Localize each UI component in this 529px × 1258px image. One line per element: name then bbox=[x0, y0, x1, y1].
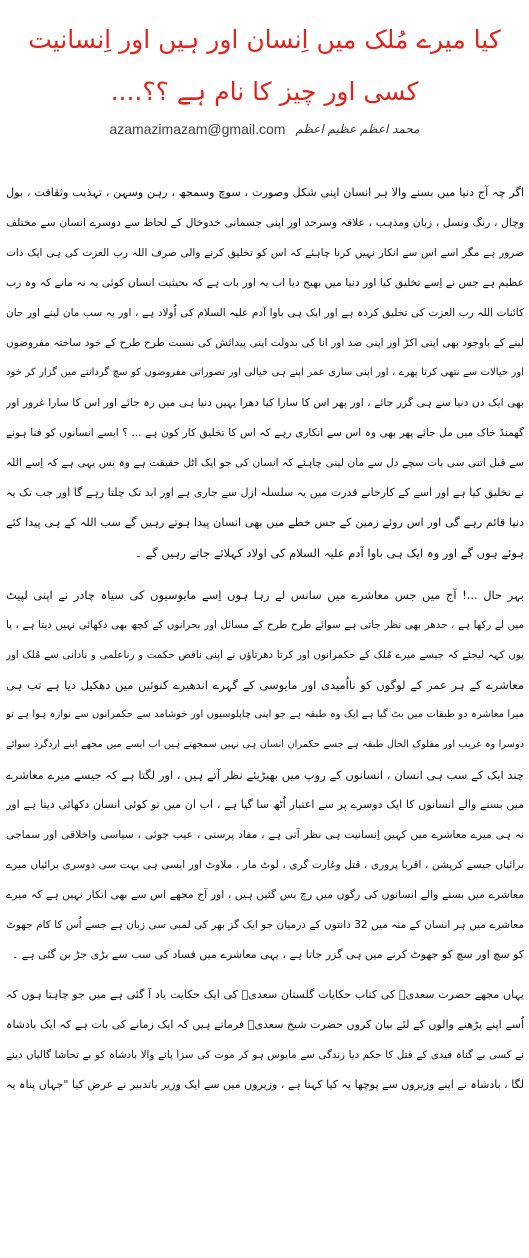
text-line: برائیاں جیسے کرپشن ، اقربا پروری ، قتل وغارت گری ، لوٹ مار ، ملاوٹ اور ایسی ہی بہت سی دوسری برائیاں میرے bbox=[6, 859, 524, 871]
text-line: سے قبل اتنی سی بات سچے دل سے مان لینی چاہئے کہ انسان کی جو ایک اٹل حقیقت ہے وہ بس یہی ہے کہ اِسے اللہ bbox=[6, 457, 524, 469]
text-line: معاشرے میں بسنے والے انسانوں کی رگوں میں رچ بس گئیں ہیں ، اور آج مجھے اس سے بھی انکار نہیں ہے کہ میرے bbox=[6, 888, 524, 901]
text-line: میں بسنے والے انسانوں کا ایک دوسرے پر سے اعتبار اُٹھ سا گیا ہے ، اب ان میں تو کوئی انسان دکھائی دیتا ہے اور bbox=[6, 798, 524, 811]
text-line: نہ ہی میرے معاشرے میں کہیں اِنسانیت ہی نظر آتی ہے ، مفاد پرستی ، عیب جوئی ، سیاسی واخلاقی اور سماجی bbox=[6, 828, 524, 841]
author-email[interactable]: azamazimazam@gmail.com bbox=[109, 121, 286, 137]
text-line: یہاں مجھے حضرت سعدیؒ کی کتاب حکایات گلستان سعدیؒ کی ایک حکایت یاد آ گئی ہے میں جو چاہتا ہوں کہ bbox=[6, 988, 524, 1001]
paragraph-spacer bbox=[6, 970, 524, 980]
article-title: کیا میرے مُلک میں اِنسان اور ہیں اور اِنسانیت کسی اور چیز کا نام ہے ؟؟.... bbox=[28, 25, 501, 106]
text-line: لینے کے باوجود بھی اپنی اکڑ اور اپنی ضد اور انا کی بدولت اپنی پیدائش کی نسبت طرح طرح کے خود ساختہ مفروضوں bbox=[6, 337, 524, 349]
text-line: ضرور ہے مگر اسے اس سے انکار نہیں کرنا چاہئے کہ اس کو تخلیق کرنے والی صرف اللہ رب العزت کی ہی ایک ذات bbox=[6, 247, 524, 259]
text-line: میں لے رکھا ہے ، جدھر بھی نظر جاتی ہے سوائے طرح طرح کے مسائل اور بحرانوں کے کچھ بھی دکھائی نہیں دیتا ہے ، یا bbox=[6, 619, 524, 631]
text-line: کائنات اللہ رب العزت کی تخلیق کردہ ہے اور ایک ہی باوا آدم علیہ السلام کی اُولاد ہے ، اور یہ سب مان لینے اور جان bbox=[6, 307, 524, 319]
text-line: معاشرے کے ہر عمر کے لوگوں کو نااُمیدی اور مایوسی کے گہرے اندھیرے کنوئیں میں دھکیل دیا ہے تب ہی bbox=[6, 678, 524, 692]
text-line: میرا معاشرہ دو طبقات میں بٹ گیا ہے ایک وہ طبقہ ہے جو اپنی چاپلوسیوں اور خوشامد سے حکمرانوں سے نوازہ ہوا ہے تو bbox=[6, 709, 524, 720]
text-line: گھمنڈ خاک میں مل جائے پھر بھی وہ اس سے انکاری رہے کہ اس کا تخلیق کار کون ہے ... ؟ ایسے انسانوں کو فنا ہونے bbox=[6, 427, 524, 439]
text-line: دنیا قائم رہے گی اور اس روئے زمین کے جس خطے میں بھی انسان پیدا ہوتے رہیں گے سب اللہ کے ہی پیدا کئے bbox=[6, 516, 524, 529]
text-line: اگر چہ آج دنیا میں بسنے والا ہر انسان اپنی شکل وصورت ، سوچ وسمجھ ، رہن وسہن ، تہذیب وثقافت ، بول bbox=[6, 186, 524, 199]
text-line: اُسے اپنے پڑھنے والوں کے لئے بیان کروں حضرت شیخ سعدیؒ فرماتے ہیں کہ ایک زمانے کی بات ہے کہ ایک بادشاہ bbox=[6, 1018, 524, 1031]
byline bbox=[0, 118, 529, 140]
text-line: معاشرے میں ہر انسان کے منہ میں 32 دانتوں کے درمیان جو ایک گز بھر کی لمبی سی زبان ہے جسے اُس کا کام جھوٹ bbox=[6, 919, 524, 931]
text-line: لگا ، بادشاہ نے اپنے وزیروں سے پوچھا یہ کیا کہتا ہے ، وزیروں میں سے ایک وزیر باتدبیر نے عرض کیا "جہاں پناہ یہ bbox=[6, 1078, 524, 1091]
text-line: یوں کہہ لیجئے کہ جیسے میرے مُلک کے حکمرانوں اور کرتا دھرتاؤں نے اپنی ناقص حکمت و رناعلمی و نادانی سے مُلک اور bbox=[6, 649, 524, 661]
text-line: بھی ایک دن دنیا سے ہی گزر جائے ، اور پھر اس کا سارا کیا دھرا یہیں دنیا ہی میں رہ جائے اور اس کا سارا غرور اور bbox=[6, 396, 524, 409]
paragraph-spacer bbox=[6, 568, 524, 580]
paragraph-2 bbox=[6, 580, 524, 970]
author-name: محمد اعظم عظیم اعظم bbox=[295, 122, 420, 136]
text-line: نے تخلیق کیا ہے اور اسے کے کارخانے قدرت میں یہ سلسلہ ازل سے جاری ہے اور ابد تک چلتا رہے گا اور جب تک یہ bbox=[6, 486, 524, 499]
paragraph-3 bbox=[6, 980, 524, 1100]
text-line: دوسرا وہ غریب اور مفلوک الحال طبقہ ہے جسے حکمران انسان ہی نہیں سمجھتے ہیں اب ایسے میں مجھے اپنے اردگرد سوائے bbox=[6, 739, 524, 750]
text-line: نے کسی بے گناہ قیدی کے قتل کا حکم دیا زندگی سے مایوس ہو کر موت کی سزا پانے والا بادشاہ کو بے تحاشا گالیاں دینے bbox=[6, 1049, 524, 1061]
text-line: اور خیالات سے نتھی کرتا پھرے ، اور اپنی ساری عمر اپنے ہی خیالی اور تصوراتی مفروضوں کو سچ گردانتے میں گزار کر خود bbox=[6, 367, 524, 378]
text-line: وچال ، رنگ ونسل ، زبان ومذہب ، علاقہ وسرحد اور اپنی جسمانی خدوخال کے لحاظ سے دوسرے انسان سے مختلف bbox=[6, 216, 524, 229]
text-line: کو سچ اور سچ کو جھوٹ کرنے میں ہی گزر جاتا ہے ، یہی معاشرے میں فساد کی سب سے بڑی جڑ بن گئی ہے ۔ bbox=[11, 948, 524, 961]
article-body bbox=[6, 178, 524, 1100]
text-line: ہوئے ہوں گے اور وہ ایک ہی باوا آدم علیہ السلام کی اولاد کہلائے جاتے رہیں گے ۔ bbox=[135, 546, 524, 560]
paragraph-1 bbox=[6, 178, 524, 568]
text-line: بہر حال ...! آج میں جس معاشرے میں سانس لے رہا ہوں اِسے مایوسیوں کی سیاہ چادر نے اپنی لپیٹ bbox=[6, 588, 524, 602]
text-line: عظیم ہے جس نے اِسے تخلیق کیا اور دنیا میں بھیج دیا اب یہ اور بات ہے کہ بحیثیت انسان کوئی یہ نہ مانے کہ وہ رب bbox=[6, 276, 524, 289]
text-line: چند ایک کے سب ہی انسان ، انسانوں کے روپ میں بھیڑیئے نظر آتے ہیں ، اور لگتا ہے کہ جیسے میرے معاشرے bbox=[6, 768, 524, 782]
